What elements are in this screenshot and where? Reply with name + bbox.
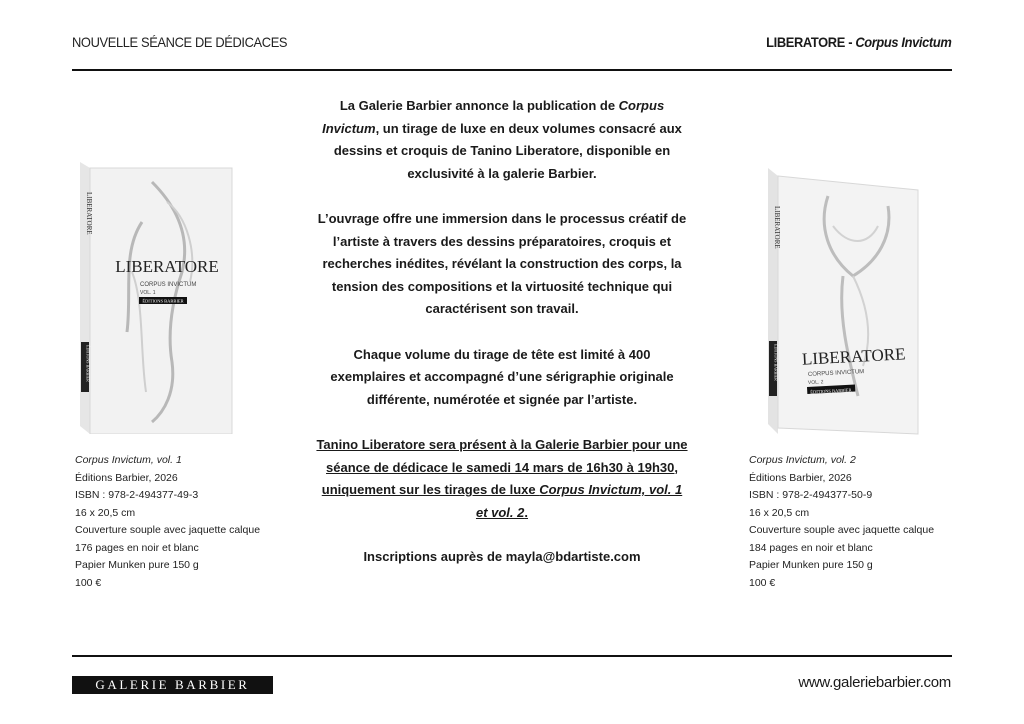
book-title-vol2: Corpus Invictum, vol. 2	[749, 454, 856, 466]
cover-author-vol2: LIBERATORE	[801, 344, 906, 369]
header-author: LIBERATORE	[765, 34, 845, 50]
cover-author-vol1: LIBERATORE	[115, 257, 219, 276]
header-work-title: Corpus Invictum	[854, 34, 951, 50]
announcement-text	[316, 95, 688, 569]
spine-title-vol1: LIBERATORE	[85, 192, 93, 235]
cover-line: Couverture souple avec jaquette calque	[75, 524, 261, 536]
price-line: 100 €	[75, 576, 102, 589]
galerie-barbier-logo: GALERIE BARBIER	[72, 676, 273, 694]
book-title-vol1: Corpus Invictum, vol. 1	[75, 454, 182, 466]
description-paragraph: L’ouvrage offre une immersion dans le processus créatif de l’artiste à travers des dessins préparatoires, croquis et recherches inédites, révélant la construction des corps, la tension des compositions et la virtuosité technique qui caractérisent son travail.	[317, 210, 687, 317]
book-cover-vol1	[72, 162, 240, 434]
bottom-divider	[72, 655, 952, 657]
volumes-title-inline: Corpus Invictum, vol. 1 et vol. 2	[475, 482, 683, 520]
registration-contact: Inscriptions auprès de mayla@bdartiste.com	[363, 549, 641, 565]
cover-line: Couverture souple avec jaquette calque	[749, 524, 935, 536]
pages-line: 176 pages en noir et blanc	[75, 541, 199, 554]
book-details-vol1	[75, 452, 260, 592]
publisher-line: Éditions Barbier, 2026	[75, 471, 178, 484]
signing-event-paragraph: Tanino Liberatore sera présent à la Galerie Barbier pour une séance de dédicace le samedi 14 mars de 16h30 à 19h30, uniquement sur les tirages de luxe Corpus Invictum, vol. 1 et vol. 2.	[316, 436, 688, 520]
spine-publisher-vol2: ÉDITIONS BARBIER	[773, 344, 779, 381]
cover-publisher-vol1: ÉDITIONS BARBIER	[142, 298, 184, 304]
book-cover-vol2	[758, 166, 928, 438]
header-title: NOUVELLE SÉANCE DE DÉDICACES	[72, 34, 288, 50]
website-url[interactable]: www.galeriebarbier.com	[798, 674, 951, 691]
cover-subtitle-vol2: CORPUS INVICTUM	[807, 369, 865, 378]
work-title-inline: Corpus Invictum	[322, 98, 665, 136]
cover-volume-vol1: VOL. 1	[140, 290, 156, 296]
cover-volume-vol2: VOL. 2	[807, 379, 824, 386]
paper-line: Papier Munken pure 150 g	[749, 559, 873, 571]
spine-title-vol2: LIBERATORE	[773, 206, 781, 249]
spine-publisher-vol1: ÉDITIONS BARBIER	[85, 345, 91, 382]
book-details-vol2	[749, 452, 934, 592]
intro-paragraph: La Galerie Barbier annonce la publication de Corpus Invictum, un tirage de luxe en deux volumes consacré aux dessins et croquis de Tanino Liberatore, disponible en exclusivité à la galerie Barbier.	[322, 98, 682, 181]
edition-paragraph: Chaque volume du tirage de tête est limité à 400 exemplaires et accompagné d’une sérigraphie originale différente, numérotée et signée par l’artiste.	[330, 346, 674, 407]
publisher-line: Éditions Barbier, 2026	[749, 471, 852, 484]
cover-publisher-vol2: ÉDITIONS BARBIER	[810, 387, 852, 395]
header-book-title	[766, 34, 951, 50]
size-line: 16 x 20,5 cm	[749, 506, 810, 519]
header-separator: -	[847, 34, 852, 50]
isbn-line: ISBN : 978-2-494377-50-9	[749, 489, 873, 501]
pages-line: 184 pages en noir et blanc	[749, 541, 873, 554]
cover-subtitle-vol1: CORPUS INVICTUM	[140, 282, 197, 288]
size-line: 16 x 20,5 cm	[75, 506, 136, 519]
top-divider	[72, 69, 952, 71]
paper-line: Papier Munken pure 150 g	[75, 559, 199, 571]
isbn-line: ISBN : 978-2-494377-49-3	[75, 489, 199, 501]
price-line: 100 €	[749, 576, 776, 589]
